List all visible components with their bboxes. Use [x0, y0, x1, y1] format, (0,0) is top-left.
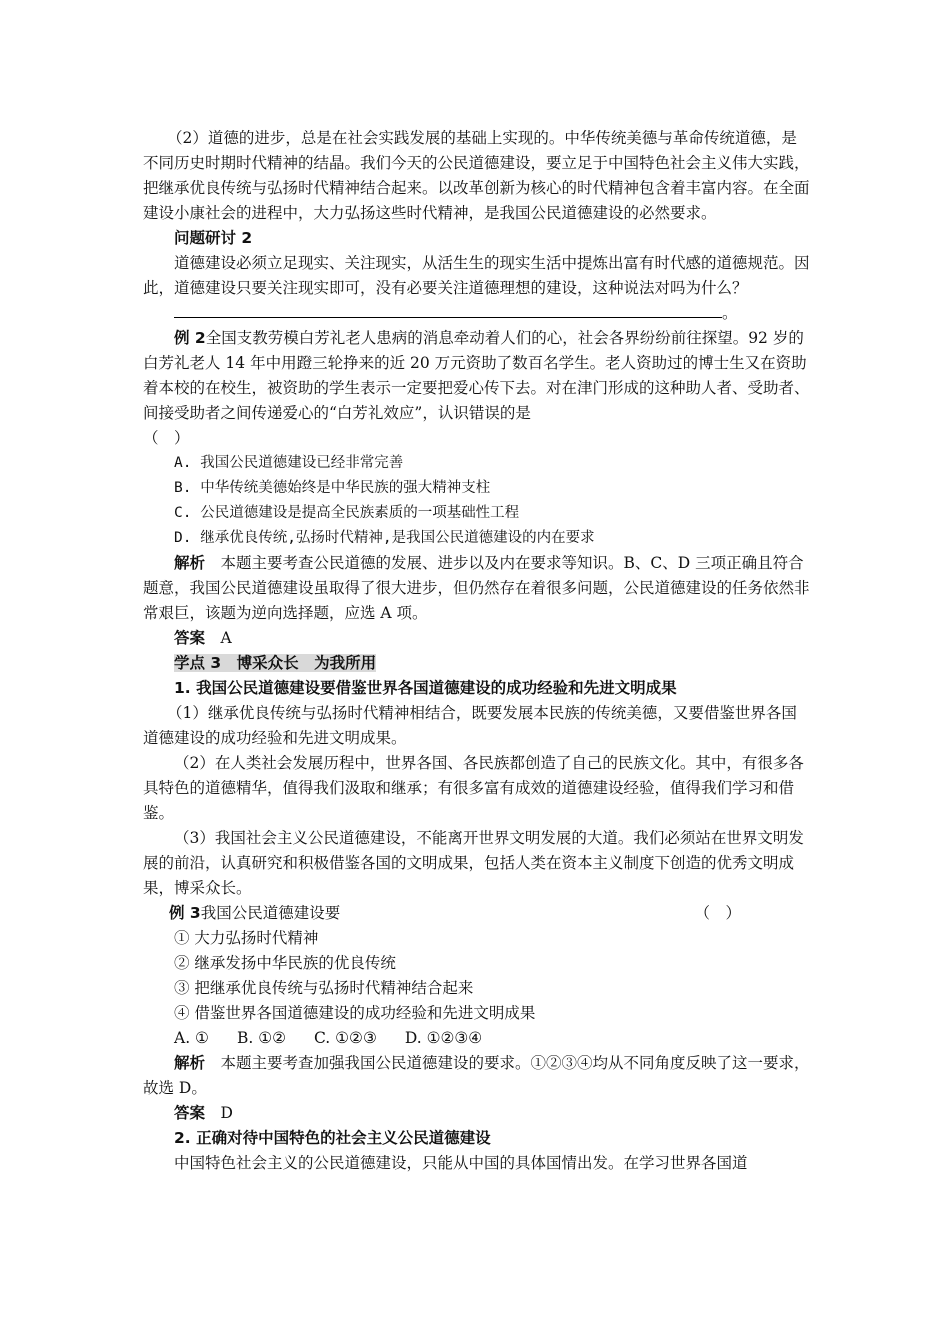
section3-p1: （1）继承优良传统与弘扬时代精神相结合，既要发展本民族的传统美德，又要借鉴世界各国道德建设的成功经验和先进文明成果。 — [143, 704, 797, 747]
section3-heading-row — [143, 651, 811, 676]
blank-underline — [174, 303, 722, 318]
choice-a: A. ① — [174, 1029, 209, 1047]
example3-item-2: ② 继承发扬中华民族的优良传统 — [174, 954, 396, 972]
section3-heading: 学点 3 博采众长 为我所用 — [174, 654, 377, 672]
example3-answer — [143, 1101, 811, 1126]
example3-item-4: ④ 借鉴世界各国道德建设的成功经验和先进文明成果 — [174, 1004, 536, 1022]
answer-value: D — [220, 1104, 233, 1122]
example2-label: 例 2 — [174, 329, 206, 347]
analysis-label: 解析 — [174, 554, 206, 572]
example3-stem — [169, 901, 340, 926]
example3-item-1: ① 大力弘扬时代精神 — [174, 929, 319, 947]
example2-question — [143, 326, 811, 426]
example2-paren: （ ） — [143, 429, 190, 447]
section3b-p1: 中国特色社会主义的公民道德建设，只能从中国的具体国情出发。在学习世界各国道 — [174, 1154, 748, 1172]
section3-sub2: 2. 正确对待中国特色的社会主义公民道德建设 — [174, 1129, 491, 1147]
example3-item-3: ③ 把继承优良传统与弘扬时代精神结合起来 — [174, 979, 474, 997]
example2-option-b: B. 中华传统美德始终是中华民族的强大精神支柱 — [174, 480, 491, 496]
example3-choices — [143, 1026, 811, 1051]
section3-sub1: 1. 我国公民道德建设要借鉴世界各国道德建设的成功经验和先进文明成果 — [174, 679, 677, 697]
analysis-text: 本题主要考查公民道德的发展、进步以及内在要求等知识。B、C、D 三项正确且符合题意，我国公民道德建设虽取得了很大进步，但仍然存在着很多问题，公民道德建设的任务依然非常艰巨，该题为逆向选择题，应选 A 项。 — [143, 554, 810, 622]
analysis-label: 解析 — [174, 1054, 206, 1072]
example3-analysis — [143, 1051, 811, 1101]
example2-analysis — [143, 551, 811, 626]
example3-paren: （ ） — [694, 904, 741, 922]
example3-question — [143, 901, 811, 926]
answer-blank-line — [143, 301, 811, 326]
blank-end-mark: 。 — [722, 304, 738, 322]
analysis-text: 本题主要考查加强我国公民道德建设的要求。①②③④均从不同角度反映了这一要求，故选 D。 — [143, 1054, 810, 1097]
answer-label: 答案 — [174, 629, 206, 647]
example2-text: 全国支教劳模白芳礼老人患病的消息牵动着人们的心，社会各界纷纷前往探望。92 岁的白芳礼老人 14 年中用蹬三轮挣来的近 20 万元资助了数百名学生。老人资助过的博士生又在资助着本校的在校生，被资助的学生表示一定要把爱心传下去。对在津门形成的这种助人者、受助者、间接受助者之间传递爱心的“白芳礼效应”，认识错误的是 — [143, 329, 810, 422]
example3-text: 我国公民道德建设要 — [200, 904, 341, 922]
section3-p2: （2）在人类社会发展历程中，世界各国、各民族都创造了自己的民族文化。其中，有很多各具特色的道德精华，值得我们汲取和继承；有很多富有成效的道德建设经验，值得我们学习和借鉴。 — [143, 754, 804, 822]
choice-b: B. ①② — [236, 1029, 286, 1047]
document-body — [143, 126, 811, 1176]
section3-p3: （3）我国社会主义公民道德建设，不能离开世界文明发展的大道。我们必须站在世界文明发展的前沿，认真研究和积极借鉴各国的文明成果，包括人类在资本主义制度下创造的优秀文明成果，博采众长。 — [143, 829, 804, 897]
answer-label: 答案 — [174, 1104, 206, 1122]
discussion-heading: 问题研讨 2 — [174, 229, 253, 247]
example2-answer — [143, 626, 811, 651]
choice-c: C. ①②③ — [314, 1029, 377, 1047]
paragraph-2: （2）道德的进步，总是在社会实践发展的基础上实现的。中华传统美德与革命传统道德，是不同历史时期时代精神的结晶。我们今天的公民道德建设，要立足于中国特色社会主义伟大实践，把继承优良传统与弘扬时代精神结合起来。以改革创新为核心的时代精神包含着丰富内容。在全面建设小康社会的进程中，大力弘扬这些时代精神，是我国公民道德建设的必然要求。 — [143, 129, 810, 222]
answer-value: A — [220, 629, 232, 647]
choice-d: D. ①②③④ — [404, 1029, 483, 1047]
example2-option-c: C. 公民道德建设是提高全民族素质的一项基础性工程 — [174, 505, 520, 521]
example3-label: 例 3 — [169, 904, 201, 922]
example2-option-d: D. 继承优良传统,弘扬时代精神,是我国公民道德建设的内在要求 — [174, 530, 595, 546]
example2-option-a: A. 我国公民道德建设已经非常完善 — [174, 455, 404, 471]
discussion-text: 道德建设必须立足现实、关注现实，从活生生的现实生活中提炼出富有时代感的道德规范。因此，道德建设只要关注现实即可，没有必要关注道德理想的建设，这种说法对吗为什么？ — [143, 254, 810, 297]
